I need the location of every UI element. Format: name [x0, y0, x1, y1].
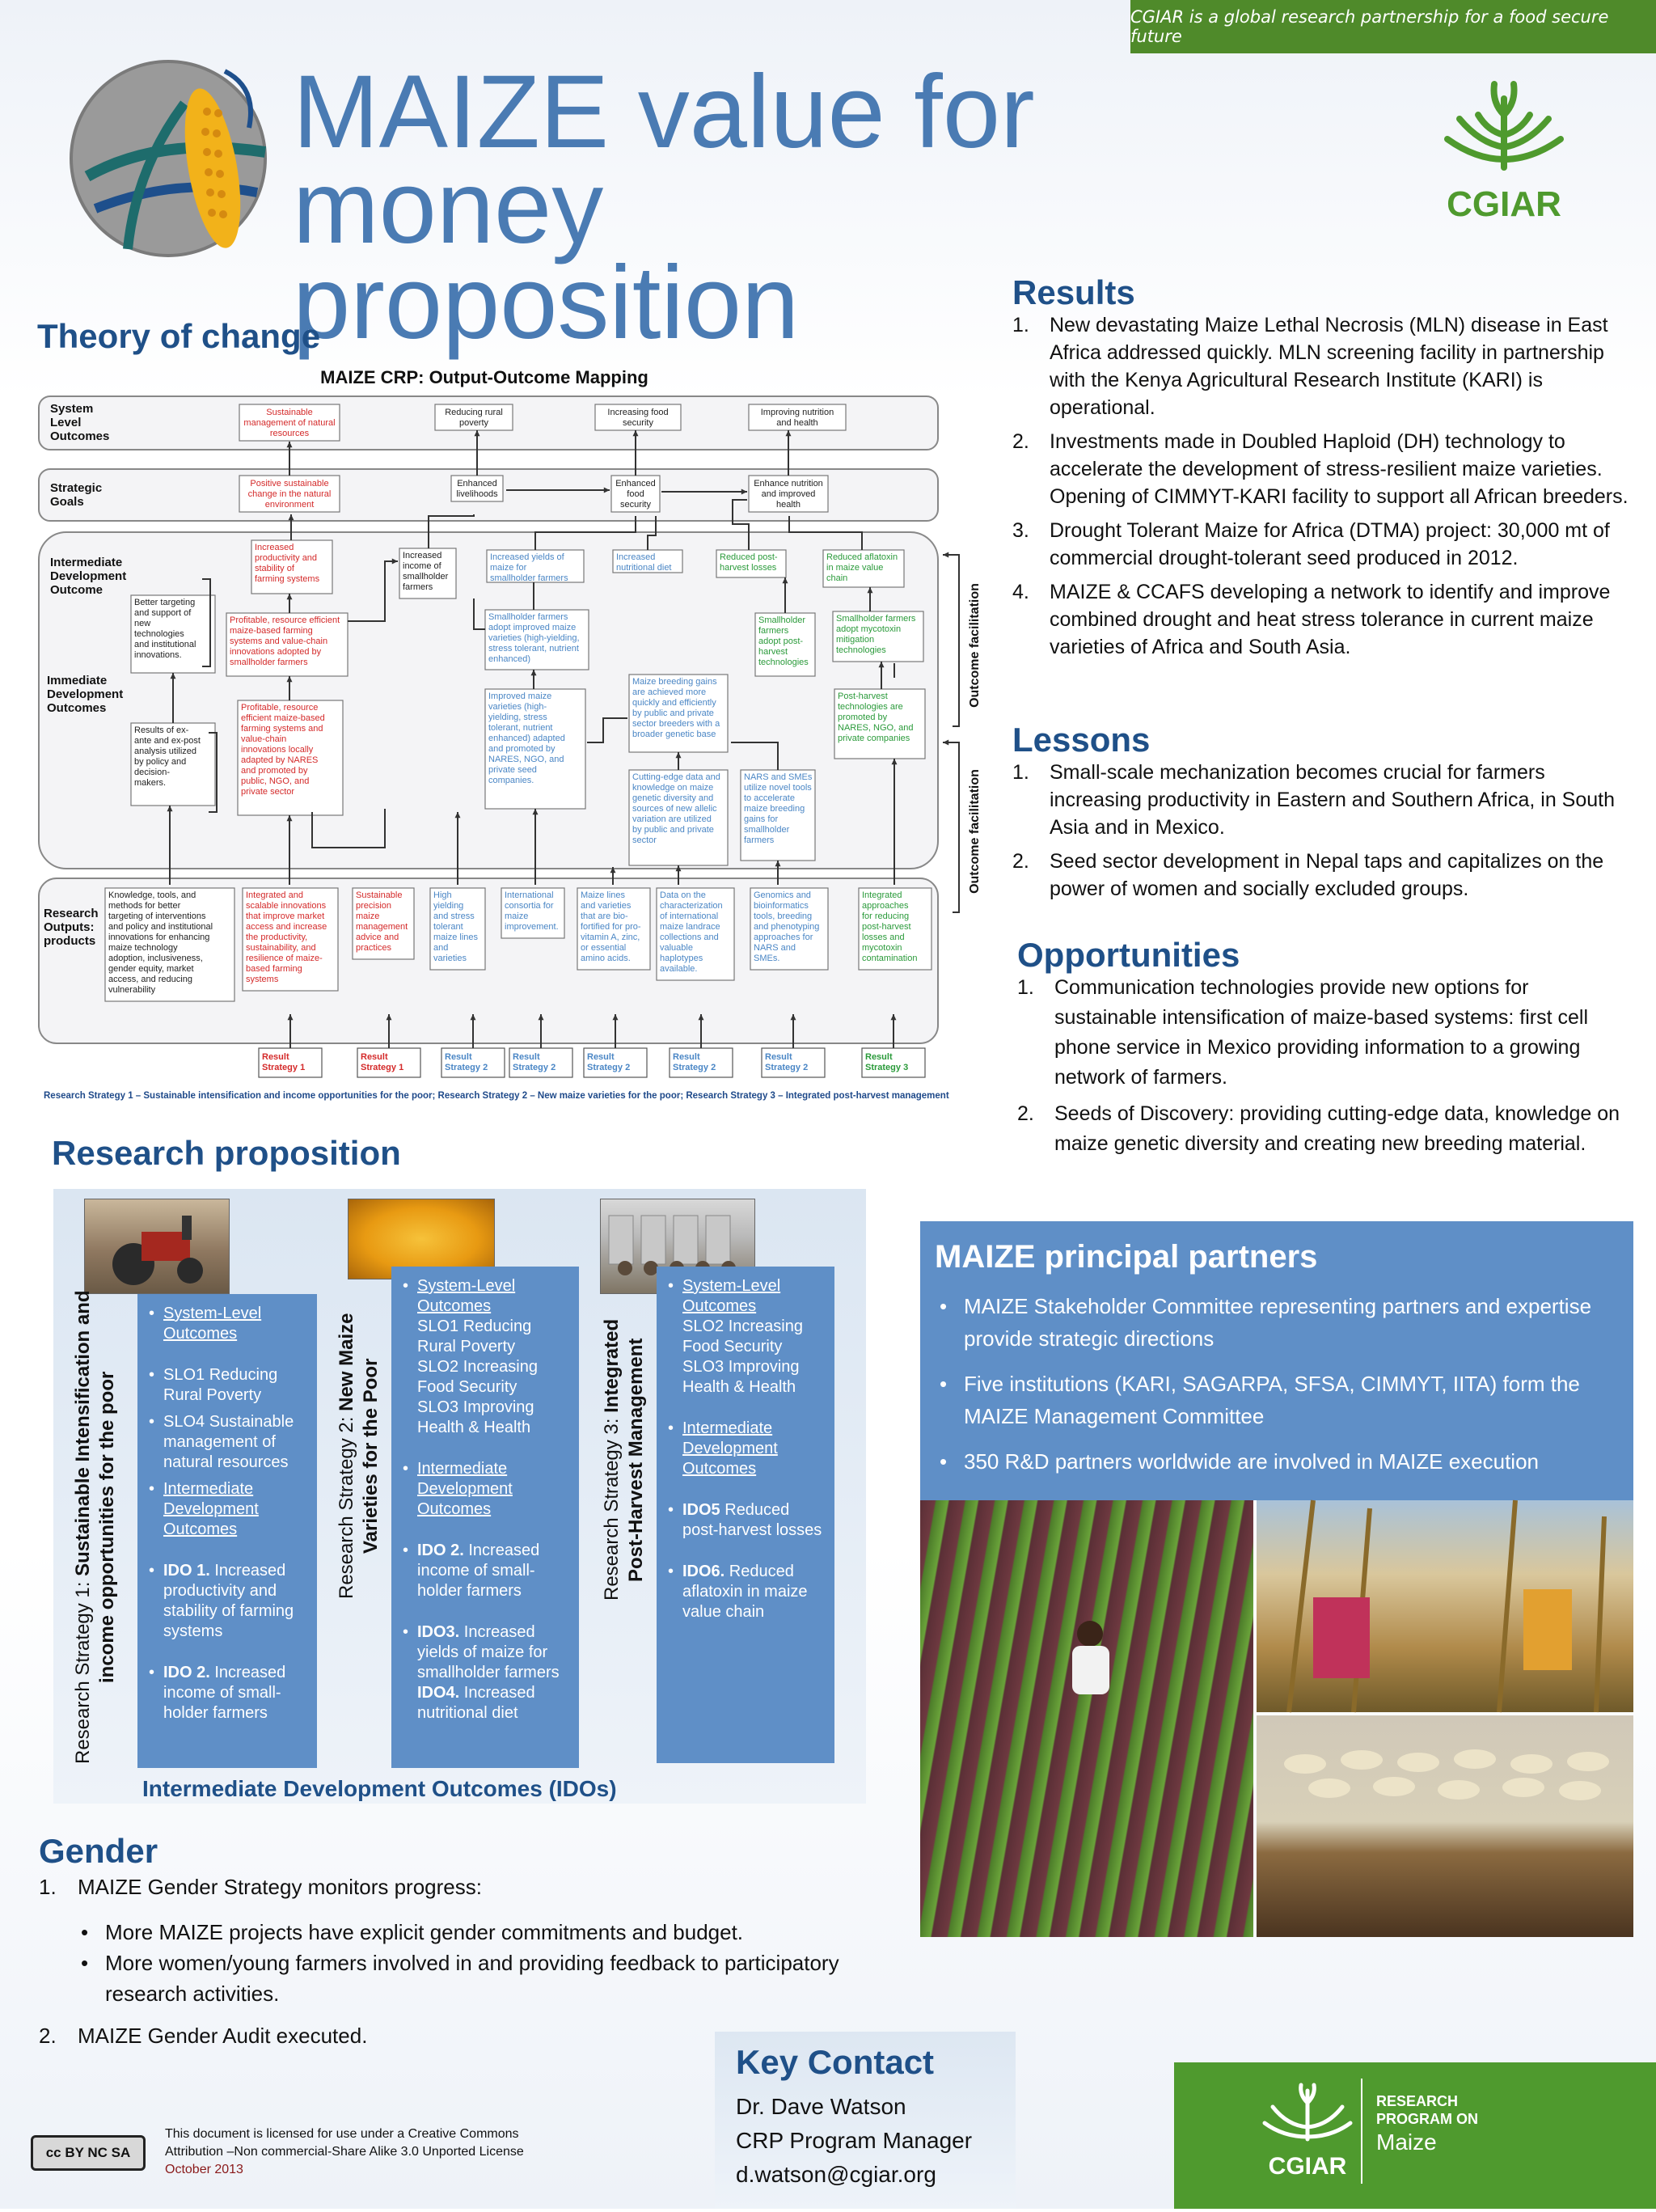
- maize-logo-icon: [63, 55, 275, 259]
- diagram-text: Integrated approaches for reducing post-harvest losses and mycotoxin contamination: [862, 890, 918, 963]
- results-item: 2. Investments made in Doubled Haploid (DH) technology to accelerate the development of stress-resilient maize varieties. Opening of CIMMYT-KARI facility to support all African breeders.: [1012, 430, 1629, 508]
- diagram-text: Better targeting and support of new technologies and institutional innovations.: [134, 598, 196, 660]
- results-item: 4. MAIZE & CCAFS developing a network to identify and improve combined drought and heat stress tolerance in current maize varieties of Africa and South Asia.: [1012, 581, 1611, 658]
- cgiar-wheat-icon: [1423, 66, 1585, 228]
- diagram-text: High yielding and stress tolerant maize lines and varieties: [433, 890, 479, 963]
- diagram-text: Knowledge, tools, and methods for better targeting of interventions and policy and institutional innovations for enhancing maize technology adoption, inclusiveness, gender equity, market access, and reducing vulnerability: [108, 890, 213, 995]
- opportunities-section: [1017, 936, 1624, 1165]
- license-text: [165, 2125, 618, 2179]
- gender-bullet: • More MAIZE projects have explicit gender commitments and budget.: [74, 1917, 867, 1948]
- partners-list: [920, 1275, 1633, 1478]
- diagram-text: Result Strategy 3: [865, 1052, 909, 1072]
- contact-name: Dr. Dave Watson: [736, 2094, 906, 2119]
- cgiar-logo: [1423, 66, 1585, 228]
- strategy-item: • System-Level Outcomes SLO2 Increasing Food Security SLO3 Improving Health & Health: [668, 1276, 826, 1398]
- diagram-text: System Level Outcomes: [50, 402, 110, 443]
- diagram-text: Enhanced food security: [615, 479, 656, 510]
- diagram-text: Enhance nutrition and improved health: [754, 479, 823, 510]
- diagram-text: Result Strategy 1: [262, 1052, 306, 1072]
- diagram-text: MAIZE CRP: Output-Outcome Mapping: [320, 367, 648, 387]
- strategy-2-label-plain: Research Strategy 2:: [336, 1411, 357, 1599]
- license-line-2: Attribution –Non commercial-Share Alike 3.0 Unported License: [165, 2145, 524, 2159]
- diagram-text: Result Strategy 2: [673, 1052, 716, 1072]
- lessons-list: [1012, 759, 1635, 903]
- strategy-3-label-plain: Research Strategy 3:: [601, 1412, 623, 1601]
- results-heading: Results: [1012, 273, 1135, 311]
- partners-box: [920, 1221, 1633, 1500]
- program-cgiar-text: CGIAR: [1268, 2153, 1347, 2180]
- lessons-item: 2. Seed sector development in Nepal taps and capitalizes on the power of women and socially excluded groups.: [1012, 850, 1604, 900]
- diagram-text: Positive sustainable change in the natural environment: [247, 479, 332, 510]
- diagram-text: Smallholder farmers adopt mycotoxin mitigation technologies: [836, 614, 916, 655]
- research-heading: Research proposition: [52, 1134, 401, 1172]
- diagram-text: Increasing food security: [607, 408, 669, 428]
- diagram-connector: [953, 555, 959, 726]
- maize-field-photo: [920, 1500, 1253, 1937]
- results-item: 1. New devastating Maize Lethal Necrosis (MLN) disease in East Africa addressed quickly. MLN screening facility in partnership with the Kenya Agricultural Research Institute (KARI) is operational.: [1012, 314, 1608, 419]
- diagram-text: Result Strategy 2: [765, 1052, 809, 1072]
- diagram-text: Research Strategy 1 – Sustainable intensification and income opportunities for the poor; Research Strategy 2 – New maize varieties for the poor; Research Strategy 3 – Integrated post-harvest management: [44, 1091, 949, 1101]
- strategy-1-label-bold: Sustainable Intensification and income opportunities for the poor: [72, 1290, 118, 1683]
- strategy-item: • IDO5 Reduced post-harvest losses: [668, 1500, 826, 1541]
- tractor-photo: [84, 1199, 230, 1294]
- diagram-text: Increased nutritional diet: [616, 552, 672, 573]
- strategy-item: • SLO4 Sustainable management of natural resources: [149, 1412, 309, 1473]
- diagram-text: Improved maize varieties (high-yielding, stress tolerant, nutrient enhanced) adapted and promoted by NARES, NGO, and private seed companies.: [488, 692, 565, 785]
- contact-email[interactable]: d.watson@cgiar.org: [736, 2162, 936, 2187]
- diagram-text: Genomics and bioinformatics tools, breeding and phenotyping approaches for NARS and SMEs.: [754, 890, 820, 963]
- strategy-2-label-bold: New Maize Varieties for the Poor: [336, 1313, 382, 1554]
- strategy-item: • Intermediate Development Outcomes: [403, 1459, 571, 1520]
- contact-role: CRP Program Manager: [736, 2128, 973, 2153]
- diagram-text: Outcome facilitation: [968, 769, 982, 894]
- strategy-item: • IDO 2. Increased income of small-holder farmers: [403, 1541, 571, 1601]
- gender-item-2-text: MAIZE Gender Audit executed.: [78, 2024, 368, 2048]
- diagram-text: Research Outputs: products: [44, 907, 99, 948]
- diagram-text: Result Strategy 2: [445, 1052, 488, 1072]
- results-section: [1012, 273, 1635, 667]
- diagram-text: Profitable, resource efficient maize-based farming systems and value-chain innovations adopted by smallholder farmers: [230, 615, 340, 667]
- program-line-2: PROGRAM ON: [1376, 2111, 1478, 2127]
- diagram-text: Sustainable management of natural resources: [243, 408, 336, 438]
- partner-item: • MAIZE Stakeholder Committee representing partners and expertise provide strategic directions: [935, 1290, 1609, 1355]
- diagram-text: Reduced post-harvest losses: [720, 552, 778, 573]
- diagram-text: Increased yields of maize for smallholder farmers: [490, 552, 568, 583]
- program-logo-box: [1174, 2062, 1656, 2209]
- partner-item: • 350 R&D partners worldwide are involved in MAIZE execution: [935, 1445, 1609, 1478]
- gender-item-1-text: MAIZE Gender Strategy monitors progress:: [78, 1875, 482, 1899]
- key-contact: [715, 2032, 1016, 2209]
- strategy-2-column: [391, 1267, 579, 1768]
- strategy-3-label: [600, 1302, 653, 1618]
- strategy-item: • IDO3. Increased yields of maize for smallholder farmers IDO4. Increased nutritional diet: [403, 1622, 571, 1723]
- strategy-3-column: [657, 1267, 834, 1763]
- gender-section: [39, 1832, 864, 2051]
- program-line-1: RESEARCH: [1376, 2093, 1459, 2109]
- diagram-text: Improving nutrition and health: [760, 408, 834, 428]
- results-list: [1012, 311, 1635, 661]
- program-name: Maize: [1376, 2130, 1437, 2155]
- diagram-text: Result Strategy 2: [513, 1052, 556, 1072]
- title-line-2: proposition: [293, 245, 800, 361]
- results-item: 3. Drought Tolerant Maize for Africa (DTMA) project: 30,000 mt of commercial drought-tolerant seed produced in 2012.: [1012, 519, 1610, 569]
- diagram-text: Immediate Development Outcomes: [47, 674, 124, 715]
- output-outcome-diagram: [37, 362, 982, 1106]
- diagram-text: Cutting-edge data and knowledge on maize genetic diversity and sources of new allelic variation are utilized by public and private sector: [632, 772, 720, 845]
- cc-license-icon: cc BY NC SA: [31, 2135, 146, 2171]
- diagram-text: Sustainable precision maize management advice and practices: [356, 890, 408, 953]
- diagram-text: Increased income of smallholder farmers: [403, 551, 449, 592]
- opportunities-item: 2. Seeds of Discovery: providing cutting-edge data, knowledge on maize genetic diversity and creating new breeding material.: [1017, 1102, 1620, 1155]
- theory-heading: Theory of change: [37, 317, 321, 355]
- diagram-text: Smallholder farmers adopt post-harvest technologies: [758, 615, 809, 667]
- diagram-connector: [953, 742, 959, 912]
- partner-item: • Five institutions (KARI, SAGARPA, SFSA, CIMMYT, IITA) form the MAIZE Management Committee: [935, 1368, 1609, 1432]
- opportunities-list: [1017, 973, 1624, 1159]
- maize-storage-photo: [1257, 1715, 1633, 1937]
- lessons-heading: Lessons: [1012, 721, 1151, 759]
- diagram-text: Reduced aflatoxin in maize value chain: [826, 552, 898, 583]
- diagram-text: Data on the characterization of international maize landrace collections and valuable haplotypes available.: [660, 890, 723, 974]
- lessons-item: 1. Small-scale mechanization becomes crucial for farmers increasing productivity in Eastern and Southern Africa, in South Asia and in Mexico.: [1012, 761, 1616, 839]
- diagram-text: Intermediate Development Outcome: [50, 556, 127, 597]
- diagram-text: Maize lines and varieties that are bio-fortified for pro-vitamin A, zinc, or essential amino acids.: [581, 890, 641, 963]
- strategy-3-label-bold: Integrated Post-Harvest Management: [601, 1318, 647, 1582]
- strategy-1-label-plain: Research Strategy 1:: [72, 1575, 94, 1764]
- diagram-text: Integrated and scalable innovations that improve market access and increase the productivity, sustainability, and resilience of maize-based farming systems: [246, 890, 327, 984]
- diagram-arrowhead: [943, 552, 948, 558]
- ido-footer: Intermediate Development Outcomes (IDOs): [142, 1776, 617, 1801]
- diagram-text: Maize breeding gains are achieved more quickly and efficiently by public and private sector breeders with a broader genetic base: [632, 677, 720, 739]
- strategy-item: • SLO1 Reducing Rural Poverty: [149, 1365, 309, 1406]
- gender-item-1: 1. MAIZE Gender Strategy monitors progress:: [39, 1872, 864, 1902]
- field-photos: [920, 1500, 1633, 1937]
- diagram-text: Smallholder farmers adopt improved maize varieties (high-yielding, stress tolerant, nutrient enhanced): [488, 612, 580, 664]
- program-wheat-icon: [1265, 2085, 1350, 2139]
- partners-heading: MAIZE principal partners: [935, 1239, 1318, 1275]
- title-line-1: MAIZE value for money: [293, 54, 1035, 265]
- diagram-arrowhead: [943, 740, 948, 746]
- diagram-text: Result Strategy 1: [361, 1052, 404, 1072]
- tagline: CGIAR is a global research partnership for a food secure future: [1130, 7, 1609, 46]
- contact-heading: Key Contact: [736, 2043, 935, 2081]
- strategy-2-label: [335, 1278, 388, 1634]
- harvest-photo: [1257, 1500, 1633, 1712]
- diagram-text: Profitable, resource efficient maize-based farming systems and value-chain innovations locally adapted by NARES and promoted by public, NGO, and private sector: [241, 703, 325, 797]
- gender-heading: Gender: [39, 1832, 158, 1870]
- diagram-text: International consortia for maize improvement.: [505, 890, 559, 932]
- gender-item-2: 2. MAIZE Gender Audit executed.: [39, 2020, 864, 2051]
- tagline-bar: [1130, 0, 1656, 53]
- strategy-item: • IDO6. Reduced aflatoxin in maize value chain: [668, 1562, 826, 1622]
- opportunities-item: 1. Communication technologies provide new options for sustainable intensification of maize-based systems: first cell phone service in Mexico providing information to a growing network of farmers.: [1017, 976, 1589, 1089]
- strategy-item: • IDO 1. Increased productivity and stability of farming systems: [149, 1561, 309, 1642]
- strategy-item: • Intermediate Development Outcomes: [149, 1479, 309, 1540]
- diagram-text: Results of ex-ante and ex-post analysis utilized by policy and decision-makers.: [134, 725, 201, 788]
- opportunities-heading: Opportunities: [1017, 936, 1240, 974]
- diagram-text: Outcome facilitation: [968, 583, 982, 708]
- diagram-text: Enhanced livelihoods: [456, 479, 498, 499]
- diagram-text: Strategic Goals: [50, 481, 103, 509]
- strategy-item: • System-Level Outcomes: [149, 1304, 309, 1344]
- diagram-text: Result Strategy 2: [587, 1052, 631, 1072]
- gender-bullets: [74, 1917, 867, 2009]
- diagram-text: NARS and SMEs utilize novel tools to accelerate maize breeding gains for smallholder farmers: [744, 772, 813, 845]
- lessons-section: [1012, 721, 1635, 909]
- diagram-text: Reducing rural poverty: [445, 408, 503, 428]
- strategy-item: • IDO 2. Increased income of small-holder farmers: [149, 1663, 309, 1723]
- license-date: October 2013: [165, 2163, 243, 2176]
- license-line-1: This document is licensed for use under a Creative Commons: [165, 2127, 519, 2141]
- diagram-text: Post-harvest technologies are promoted by NARES, NGO, and private companies: [838, 692, 914, 743]
- diagram-text: Increased productivity and stability of farming systems: [255, 543, 320, 584]
- gender-bullet: • More women/young farmers involved in and providing feedback to participatory research activities.: [74, 1948, 867, 2009]
- strategy-1-label: [71, 1286, 131, 1768]
- strategy-1-column: [137, 1294, 317, 1768]
- cgiar-logo-text: CGIAR: [1447, 184, 1561, 224]
- strategy-item: • System-Level Outcomes SLO1 Reducing Rural Poverty SLO2 Increasing Food Security SLO3 Improving Health & Health: [403, 1276, 571, 1438]
- strategy-item: • Intermediate Development Outcomes: [668, 1419, 826, 1479]
